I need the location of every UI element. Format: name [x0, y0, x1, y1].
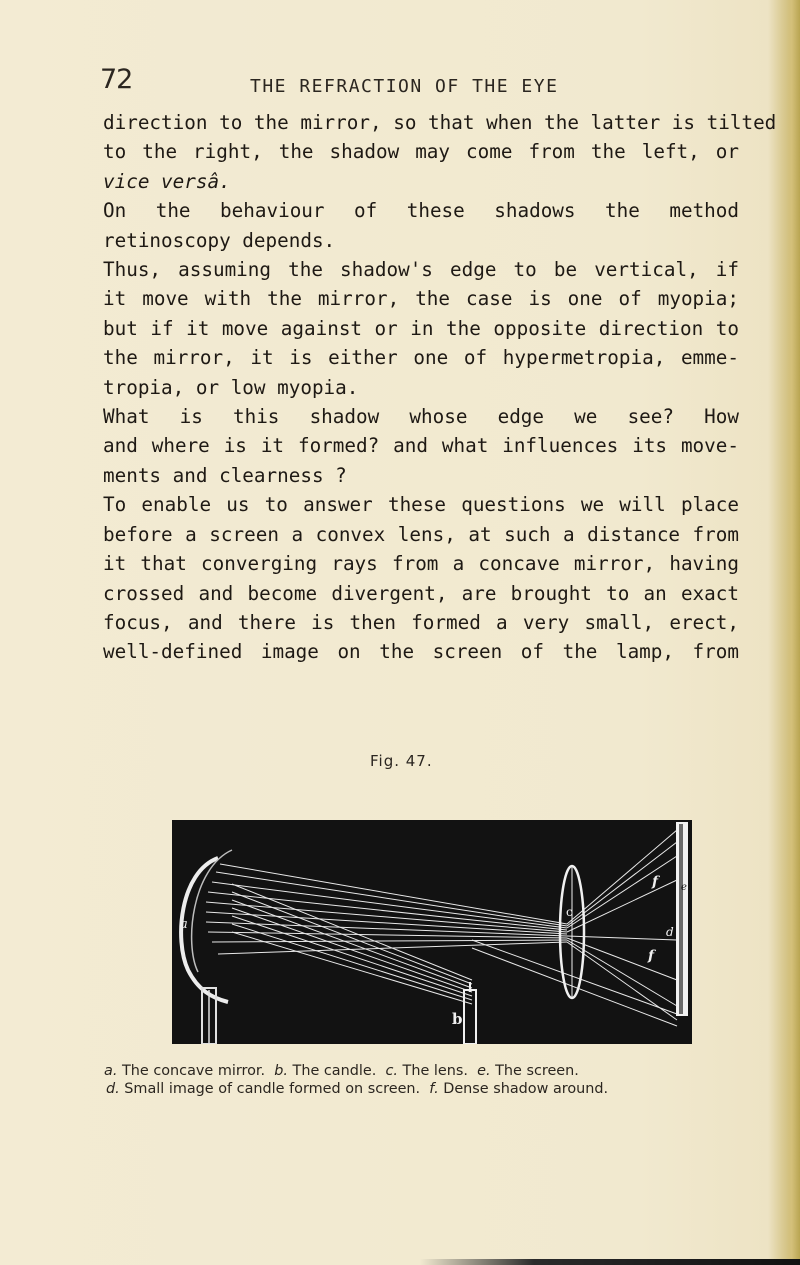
caption-letter-f: f. — [429, 1081, 439, 1097]
text-line: well-defined image on the screen of the lamp, from — [103, 640, 739, 664]
text-line: to the right, the shadow may come from the left, or — [103, 140, 739, 164]
text-line: Thus, assuming the shadow's edge to be vertical, if — [103, 258, 739, 282]
text-line: but if it move against or in the opposite direction to — [103, 316, 739, 340]
caption-letter-c: c. — [385, 1063, 398, 1079]
text-line: the mirror, it is either one of hypermetropia, emme- — [103, 346, 739, 370]
label-b: b — [452, 1010, 463, 1028]
text-line: it move with the mirror, the case is one of myopia; — [103, 287, 739, 311]
text-line: and where is it formed? and what influences its move- — [103, 434, 739, 458]
label-a: a — [180, 917, 188, 932]
text-line: it that converging rays from a concave mirror, having — [103, 552, 739, 576]
caption-letter-e: e. — [477, 1063, 491, 1079]
text-line: To enable us to answer these questions we will place — [103, 493, 739, 517]
retinoscopy-figure — [172, 820, 692, 1044]
label-e: e — [681, 882, 687, 893]
caption-text-f: Dense shadow around. — [443, 1081, 609, 1097]
label-f-bottom: f — [648, 948, 655, 964]
caption-text-c: The lens. — [402, 1063, 468, 1079]
text-line: focus, and there is then formed a very small, erect, — [103, 610, 739, 634]
caption-text-e: The screen. — [495, 1063, 579, 1079]
label-f-top: f — [652, 874, 659, 890]
text-line: crossed and become divergent, are brought to an exact — [103, 581, 739, 605]
figure-caption — [104, 1062, 744, 1098]
text-line — [103, 167, 739, 196]
page-bottom-shadow — [420, 1259, 800, 1265]
caption-letter-b: b. — [274, 1063, 288, 1079]
text-line: direction to the mirror, so that when the latter is tilted — [103, 111, 777, 134]
body-text — [103, 108, 777, 667]
text-line: before a screen a convex lens, at such a distance from — [103, 522, 739, 546]
caption-text-d: Small image of candle formed on screen. — [124, 1081, 421, 1097]
label-d: d — [666, 925, 674, 939]
running-head: THE REFRACTION OF THE EYE — [250, 76, 559, 97]
figure-label: Fig. 47. — [370, 752, 433, 770]
caption-text-a: The concave mirror. — [121, 1063, 266, 1079]
text-line: retinoscopy depends. — [103, 228, 336, 252]
caption-text-b: The candle. — [292, 1063, 377, 1079]
label-c: c — [566, 905, 573, 919]
caption-line-2 — [104, 1080, 744, 1098]
caption-line-1 — [104, 1062, 744, 1080]
text-line: What is this shadow whose edge we see? How — [103, 405, 739, 429]
screen-shadow — [679, 824, 683, 1014]
figure-background — [172, 820, 692, 1044]
text-line: ments and clearness ? — [103, 463, 347, 487]
page-edge-shading — [786, 0, 800, 1265]
page-number: 72 — [100, 64, 133, 95]
text-line: tropia, or low myopia. — [103, 375, 359, 399]
text-line: On the behaviour of these shadows the method — [103, 199, 739, 223]
caption-letter-d: d. — [106, 1081, 120, 1097]
italic-phrase: vice versâ. — [103, 169, 231, 193]
caption-letter-a: a. — [104, 1063, 118, 1079]
